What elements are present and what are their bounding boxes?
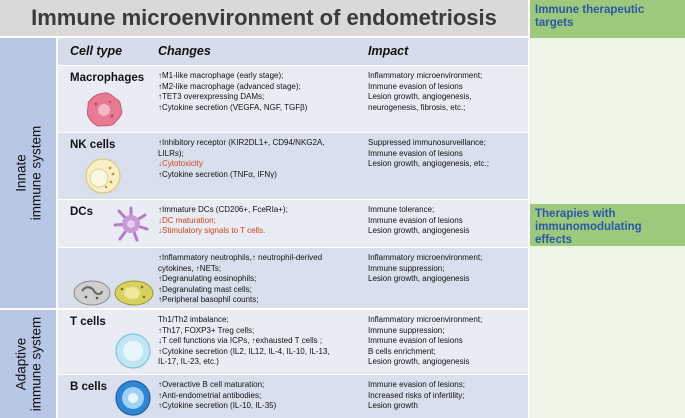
innate-group-label: Innate immune system <box>13 125 43 221</box>
change-text: ↓T cell functions via ICPs, ↑exhausted T cells ; <box>158 336 323 346</box>
col-header-changes: Changes <box>158 44 211 58</box>
change-text: ↑Degranulating eosinophils; <box>158 274 257 284</box>
change-text: ↑M1-like macrophage (early stage); <box>158 71 284 80</box>
impact-text: Immune suppression; <box>368 263 445 273</box>
table-row-nk-cells <box>58 133 528 199</box>
therapeutic-targets-title: Immune therapeutic targets <box>530 0 685 38</box>
change-text: ↓Stimulatory signals to T cells. <box>158 226 266 236</box>
change-text: ↑Anti-endometrial antibodies; <box>158 390 262 400</box>
change-text: ↑M2-like macrophage (advanced stage); <box>158 81 301 91</box>
adaptive-group-band <box>0 310 56 418</box>
impact-text: Suppressed immunosurveillance; <box>368 138 486 147</box>
change-text: cytokines, ↑NETs; <box>158 263 222 273</box>
impact-text: Lesion growth, angiogenesis <box>368 226 470 236</box>
impact-cell <box>368 315 526 368</box>
nk-cell-icon <box>84 157 122 195</box>
impact-text: Immune evasion of lesions <box>368 336 463 346</box>
innate-group-band <box>0 38 56 308</box>
impact-text: Inflammatory microenvironment; <box>368 71 483 80</box>
impact-text: Lesion growth, angiogenesis, etc.; <box>368 159 489 169</box>
change-text: ↑Degranulating mast cells; <box>158 284 252 294</box>
table-row-b-cells <box>58 375 528 418</box>
col-header-cell-type: Cell type <box>70 44 123 58</box>
change-text: ↑Cytokine secretion (VEGFA, NGF, TGFβ) <box>158 102 308 112</box>
impact-text: Inflammatory microenvironment; <box>368 315 483 324</box>
change-text: ↑Cytokine secretion (IL-10, IL-35) <box>158 401 277 411</box>
changes-cell <box>158 205 363 237</box>
impact-cell <box>368 71 526 113</box>
impact-text: Increased risks of infertility; <box>368 390 465 400</box>
diagram-title: Immune microenvironment of endometriosis <box>0 0 528 36</box>
change-text: ↑Cytokine secretion (TNFα, IFNγ) <box>158 169 277 179</box>
change-text: LILRs); <box>158 148 184 158</box>
impact-text: Lesion growth, angiogenesis, <box>368 92 472 102</box>
changes-cell <box>158 138 363 180</box>
impact-text: B cells enrichment; <box>368 346 436 356</box>
change-text: ↑TET3 overexpressing DAMs; <box>158 92 265 102</box>
change-text: ↑Overactive B cell maturation; <box>158 380 265 389</box>
impact-text: Inflammatory microenvironment; <box>368 253 483 262</box>
change-text: ↑Peripheral basophil counts; <box>158 295 259 305</box>
table-row-macrophages <box>58 66 528 132</box>
change-text: IL-17, IL-23, etc.) <box>158 357 219 367</box>
impact-text: Immune evasion of lesions <box>368 148 463 158</box>
impact-cell <box>368 380 526 412</box>
granulocyte-mast-cell-icon <box>72 279 156 307</box>
change-text: ↓DC maturation; <box>158 215 216 225</box>
impact-text: Lesion growth <box>368 401 418 411</box>
macrophage-icon <box>84 90 124 128</box>
changes-cell <box>158 380 363 412</box>
changes-cell <box>158 71 363 113</box>
impact-text: neurogenesis, fibrosis, etc.; <box>368 102 466 112</box>
impact-text: Immune tolerance; <box>368 205 435 214</box>
change-text: Th1/Th2 imbalance; <box>158 315 229 324</box>
dendritic-cell-icon <box>112 205 150 243</box>
immunomodulating-list <box>530 246 685 418</box>
changes-cell <box>158 315 363 368</box>
col-header-impact: Impact <box>368 44 409 58</box>
immunomodulating-title: Therapies with immunomodulating effects <box>530 204 685 246</box>
t-cell-icon <box>114 332 152 370</box>
table-row-t-cells <box>58 310 528 374</box>
b-cell-icon <box>114 379 152 417</box>
cell-type-name: B cells <box>70 381 108 393</box>
impact-cell <box>368 138 526 170</box>
impact-cell <box>368 205 526 237</box>
cell-type-name: NK cells <box>70 139 116 151</box>
impact-text: Immune evasion of lesions <box>368 81 463 91</box>
cell-type-name: T cells <box>70 316 106 328</box>
change-text: ↑Inhibitory receptor (KIR2DL1+, CD94/NKG2A, <box>158 138 325 147</box>
change-text: ↑Th17, FOXP3+ Treg cells; <box>158 325 255 335</box>
adaptive-group-label: Adaptive immune system <box>13 316 43 412</box>
impact-text: Immune suppression; <box>368 325 445 335</box>
therapeutic-targets-list <box>530 38 685 204</box>
table-row-dcs <box>58 200 528 247</box>
cell-type-name: Macrophages <box>70 72 145 84</box>
table-row-granulocytes <box>58 248 528 308</box>
change-text: ↑Inflammatory neutrophils,↑ neutrophil-derived <box>158 253 323 262</box>
impact-text: Lesion growth, angiogenesis <box>368 357 470 367</box>
changes-cell <box>158 253 363 306</box>
change-text: ↑Cytokine secretion (IL2, IL12, IL-4, IL-10, IL-13, <box>158 346 330 356</box>
impact-text: Lesion growth, angiogenesis <box>368 274 470 284</box>
table-header <box>58 38 528 65</box>
impact-text: Immune evasion of lesions <box>368 215 463 225</box>
impact-cell <box>368 253 526 285</box>
change-text: ↓Cytotoxicity <box>158 159 203 169</box>
cell-type-name: DCs <box>70 206 94 218</box>
change-text: ↑Immature DCs (CD206+, FceRIa+); <box>158 205 288 214</box>
impact-text: Immune evasion of lesions; <box>368 380 465 389</box>
